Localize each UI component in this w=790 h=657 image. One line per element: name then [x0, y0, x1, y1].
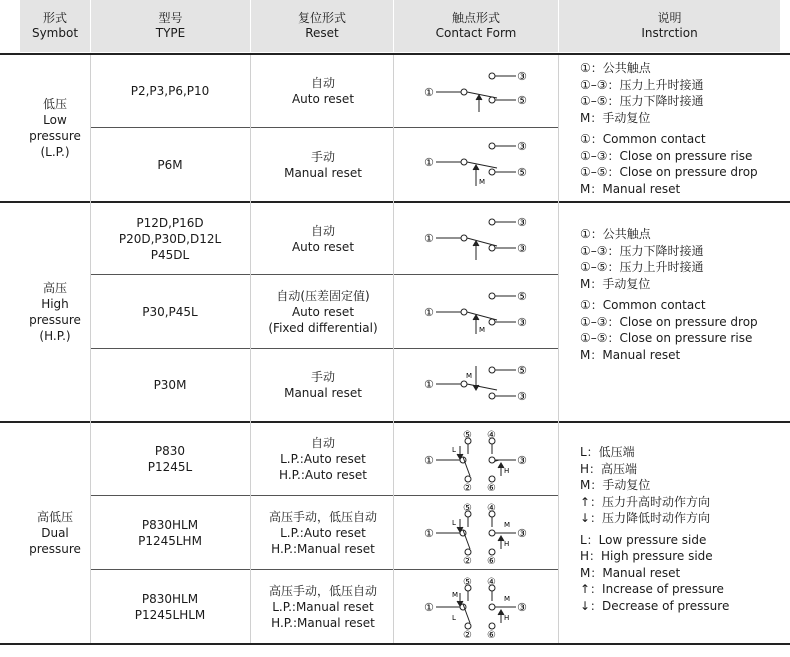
- contact-diagram-dual-hp-manual: [424, 501, 534, 565]
- type-cell: P2,P3,P6,P10: [130, 84, 210, 98]
- reset-cell: 手动 Manual reset: [284, 370, 362, 400]
- svg-text:⑥: ⑥: [487, 483, 496, 492]
- header-contact: 触点形式 Contact Form: [394, 0, 558, 52]
- instruction-low-pressure: ①：公共触点 ①–③：压力上升时接通 ①–⑤：压力下降时接通 M：手动复位 ①：Common contact ①–③：Close on pressure rise ①–⑤：Close on pressure drop M：Manual reset: [580, 61, 758, 196]
- reset-cell: 自动(压差固定值) Auto reset (Fixed differential): [268, 288, 378, 335]
- reset-cell: 高压手动，低压自动 L.P.:Auto reset H.P.:Manual reset: [268, 509, 377, 556]
- svg-text:②: ②: [463, 630, 472, 639]
- contact-diagram-dual-auto: [424, 428, 534, 492]
- svg-text:⑤: ⑤: [517, 290, 527, 303]
- reset-cell: 自动 Auto reset: [291, 223, 355, 254]
- svg-text:④: ④: [487, 503, 496, 514]
- svg-text:④: ④: [487, 430, 496, 441]
- reset-cell: 高压手动，低压自动 L.P.:Manual reset H.P.:Manual reset: [268, 583, 377, 630]
- contact-diagram-hp-fixed-differential: [424, 282, 534, 342]
- divider: [558, 55, 559, 643]
- divider: [250, 55, 251, 643]
- instruction-dual-pressure: L：低压端 H：高压端 M：手动复位 ↑：压力升高时动作方向 ↓：压力降低时动作方向 L：Low pressure side H：High pressure side M：Manual reset ↑：Increase of pressure ↓：Decrease of pressure: [580, 445, 730, 613]
- svg-text:M: M: [452, 591, 459, 599]
- type-cell: P6M: [157, 157, 183, 172]
- svg-text:①: ①: [424, 86, 434, 99]
- svg-text:③: ③: [517, 527, 527, 540]
- svg-text:①: ①: [424, 232, 434, 245]
- svg-text:⑤: ⑤: [463, 503, 472, 514]
- header-type: 型号 TYPE: [91, 0, 250, 52]
- symbol-dual-pressure: 高低压 Dual pressure: [29, 510, 81, 556]
- svg-text:④: ④: [487, 577, 496, 588]
- svg-text:⑤: ⑤: [463, 577, 472, 588]
- svg-text:H: H: [504, 614, 510, 622]
- header-instruction: 说明 Instrction: [559, 0, 780, 52]
- svg-text:M: M: [504, 521, 511, 529]
- svg-text:⑥: ⑥: [487, 630, 496, 639]
- symbol-low-pressure: 低压 Low pressure (L.P.): [29, 97, 81, 159]
- type-cell: P30,P45L: [142, 304, 198, 319]
- svg-text:③: ③: [517, 601, 527, 614]
- instruction-high-pressure: ①：公共触点 ①–③：压力下降时接通 ①–⑤：压力上升时接通 M：手动复位 ①：Common contact ①–③：Close on pressure drop ①–⑤：Close on pressure rise M：Manual reset: [580, 227, 758, 362]
- svg-text:M: M: [504, 595, 511, 603]
- reset-cell: 自动 Auto reset: [291, 76, 355, 106]
- svg-text:①: ①: [424, 454, 434, 467]
- contact-diagram-hp-manual: [424, 356, 534, 416]
- header-reset: 复位形式 Reset: [251, 0, 393, 52]
- divider: [0, 643, 790, 645]
- svg-text:③: ③: [517, 140, 527, 153]
- svg-text:①: ①: [424, 378, 434, 391]
- header-symbol: 形式 Symbot: [20, 0, 90, 52]
- svg-text:M: M: [479, 326, 486, 334]
- svg-text:L: L: [452, 519, 456, 527]
- type-cell: P830 P1245L: [147, 444, 193, 474]
- type-cell: P830HLM P1245LHM: [138, 517, 202, 548]
- svg-text:②: ②: [463, 483, 472, 492]
- reset-cell: 手动 Manual reset: [284, 149, 362, 180]
- svg-text:③: ③: [517, 70, 527, 83]
- svg-text:⑤: ⑤: [517, 364, 527, 377]
- type-cell: P30M: [153, 378, 187, 392]
- svg-text:③: ③: [517, 316, 527, 329]
- svg-text:H: H: [504, 540, 510, 548]
- svg-text:⑥: ⑥: [487, 556, 496, 565]
- contact-diagram-lp-auto: [424, 62, 534, 122]
- divider: [90, 55, 91, 643]
- divider: [393, 55, 394, 643]
- svg-text:L: L: [452, 446, 456, 454]
- contact-diagram-hp-auto: [424, 208, 534, 268]
- svg-text:①: ①: [424, 527, 434, 540]
- type-cell: P830HLM P1245LHLM: [134, 591, 206, 622]
- svg-text:H: H: [504, 467, 510, 475]
- svg-text:②: ②: [463, 556, 472, 565]
- svg-text:③: ③: [517, 454, 527, 467]
- svg-text:①: ①: [424, 306, 434, 319]
- reset-cell: 自动 L.P.:Auto reset H.P.:Auto reset: [279, 436, 367, 482]
- svg-text:⑤: ⑤: [463, 430, 472, 441]
- type-cell: P12D,P16D P20D,P30D,D12L P45DL: [118, 215, 222, 262]
- svg-text:③: ③: [517, 216, 527, 229]
- svg-text:M: M: [466, 372, 473, 380]
- svg-text:①: ①: [424, 601, 434, 614]
- svg-text:M: M: [479, 178, 486, 186]
- svg-text:③: ③: [517, 242, 527, 255]
- svg-text:⑤: ⑤: [517, 94, 527, 107]
- svg-text:L: L: [452, 614, 456, 622]
- svg-text:①: ①: [424, 156, 434, 169]
- contact-diagram-dual-both-manual: [424, 575, 534, 639]
- contact-diagram-lp-manual: [424, 134, 534, 194]
- svg-text:③: ③: [517, 390, 527, 403]
- symbol-high-pressure: 高压 High pressure (H.P.): [29, 281, 81, 343]
- svg-text:⑤: ⑤: [517, 166, 527, 179]
